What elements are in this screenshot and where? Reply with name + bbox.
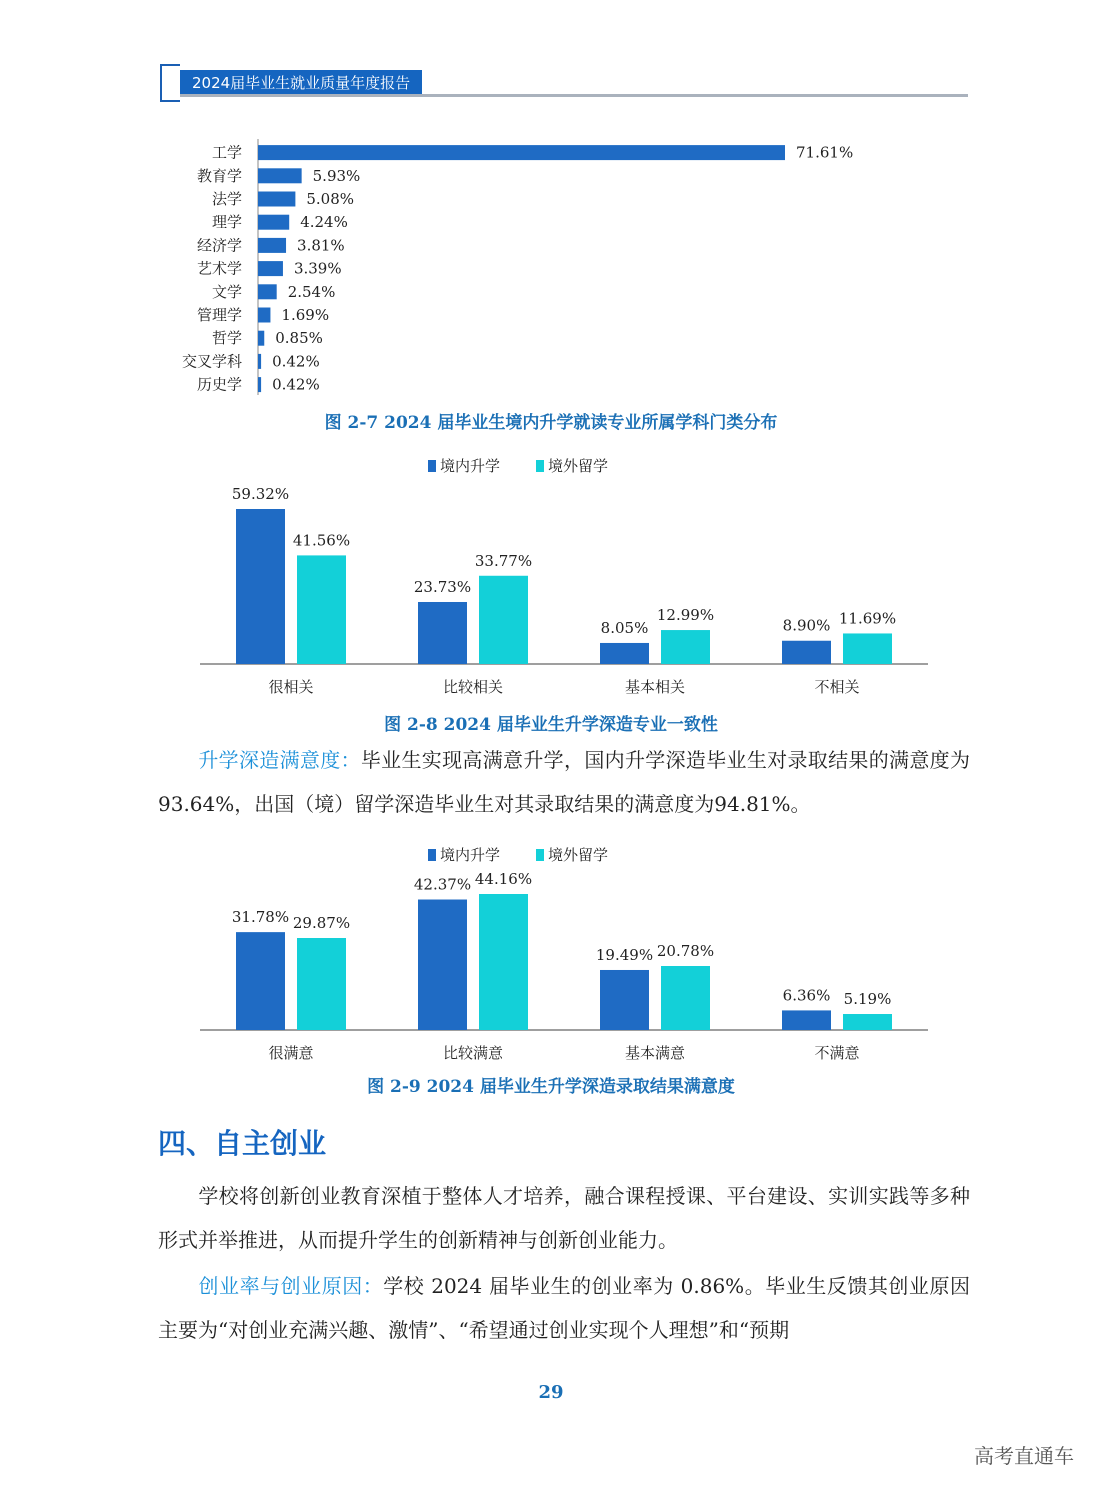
data-label: 6.36% (782, 986, 831, 1005)
data-label: 8.05% (600, 618, 649, 637)
bar (236, 509, 285, 664)
category-label: 理学 (211, 213, 242, 232)
data-label: 44.16% (474, 870, 533, 888)
legend-label: 境外留学 (548, 457, 609, 475)
header-title: 2024届毕业生就业质量年度报告 (180, 70, 422, 96)
data-label: 5.19% (843, 990, 892, 1009)
paragraph-text: 毕业生实现高满意升学，国内升学深造毕业生对录取结果的满意度为93.64%，出国（境）留学深造毕业生对其录取结果的满意度为94.81%。 (158, 748, 971, 816)
data-label: 5.08% (306, 190, 355, 208)
bar (297, 555, 346, 664)
category-label: 不满意 (814, 1044, 860, 1062)
data-label: 23.73% (413, 577, 472, 596)
watermark: 高考直通车 (974, 1444, 1074, 1468)
figure-2-9-caption: 图 2-9 2024 届毕业生升学深造录取结果满意度 (367, 1077, 735, 1097)
data-label: 12.99% (656, 606, 715, 625)
category-label: 经济学 (196, 236, 242, 255)
paragraph-entrepreneurship (158, 1264, 970, 1352)
category-label: 管理学 (196, 306, 242, 324)
data-label: 31.78% (231, 908, 290, 927)
figure-2-7-caption: 图 2-7 2024 届毕业生境内升学就读专业所属学科门类分布 (324, 413, 778, 433)
legend-swatch (536, 460, 544, 472)
bar (479, 576, 528, 664)
data-label: 3.81% (297, 236, 345, 255)
data-label: 0.42% (272, 375, 320, 394)
category-label: 艺术学 (196, 259, 242, 278)
category-label: 文学 (211, 282, 242, 301)
bar (258, 238, 286, 253)
paragraph-text: 学校将创新创业教育深植于整体人才培养，融合课程授课、平台建设、实训实践等多种形式并举推进，从而提升学生的创新精神与创新创业能力。 (158, 1184, 970, 1252)
bar (661, 966, 710, 1030)
chart-admission-satisfaction (0, 840, 1102, 1068)
category-label: 很相关 (268, 678, 314, 696)
bar (258, 168, 302, 183)
category-label: 不相关 (814, 678, 860, 696)
paragraph-lead: 创业率与创业原因： (198, 1274, 384, 1298)
bar (479, 894, 528, 1030)
legend-label: 境外留学 (548, 846, 609, 864)
data-label: 5.93% (312, 166, 361, 185)
bar (236, 932, 285, 1030)
category-label: 历史学 (196, 375, 242, 394)
category-label: 法学 (211, 190, 242, 208)
bar (843, 633, 892, 664)
category-label: 很满意 (268, 1044, 314, 1062)
section-title: 四、自主创业 (158, 1127, 327, 1160)
data-label: 20.78% (656, 942, 715, 961)
header-rule (180, 94, 968, 97)
bar (258, 377, 261, 392)
data-label: 59.32% (231, 485, 290, 503)
bar (418, 900, 467, 1030)
category-label: 交叉学科 (181, 352, 242, 371)
data-label: 42.37% (413, 875, 472, 894)
bar (600, 643, 649, 664)
data-label: 4.24% (300, 213, 348, 232)
legend-label: 境内升学 (440, 846, 501, 864)
data-label: 29.87% (292, 914, 351, 933)
data-label: 33.77% (474, 551, 533, 570)
header-frame (160, 64, 180, 102)
legend-label: 境内升学 (440, 457, 501, 475)
bar (258, 192, 295, 207)
data-label: 3.39% (293, 259, 342, 278)
category-label: 比较满意 (442, 1044, 504, 1062)
bar (782, 641, 831, 664)
bar (258, 215, 289, 230)
category-label: 基本相关 (624, 678, 686, 696)
data-label: 71.61% (796, 143, 854, 162)
bar (297, 938, 346, 1030)
category-label: 比较相关 (442, 678, 504, 696)
category-label: 基本满意 (624, 1044, 686, 1062)
legend-swatch (428, 849, 436, 861)
data-label: 1.69% (281, 306, 330, 324)
data-label: 11.69% (838, 609, 897, 628)
category-label: 哲学 (211, 329, 242, 348)
bar (600, 970, 649, 1030)
paragraph-lead: 升学深造满意度： (198, 748, 361, 772)
bar (843, 1014, 892, 1030)
chart-subject-distribution (0, 135, 1102, 400)
category-label: 工学 (211, 143, 242, 162)
data-label: 19.49% (595, 945, 654, 964)
bar (258, 308, 270, 323)
bar (418, 602, 467, 664)
data-label: 41.56% (292, 531, 351, 550)
page-number: 29 (538, 1382, 564, 1403)
paragraph-satisfaction (158, 738, 970, 826)
data-label: 8.90% (782, 616, 831, 635)
bar (258, 354, 261, 369)
bar (258, 284, 277, 299)
category-label: 教育学 (196, 166, 242, 185)
paragraph-text: 学校 2024 届毕业生的创业率为 0.86%。毕业生反馈其创业原因主要为“对创业充满兴趣、激情”、“希望通过创业实现个人理想”和“预期 (158, 1274, 970, 1342)
page-header (160, 64, 968, 102)
legend-swatch (428, 460, 436, 472)
bar (661, 630, 710, 664)
data-label: 0.42% (272, 352, 320, 371)
data-label: 2.54% (287, 282, 336, 301)
bar (258, 145, 785, 160)
bar (258, 261, 283, 276)
paragraph-innovation (158, 1174, 970, 1262)
legend-swatch (536, 849, 544, 861)
bar (782, 1010, 831, 1030)
bar (258, 331, 264, 346)
chart-major-consistency (0, 450, 1102, 702)
data-label: 0.85% (275, 329, 323, 348)
figure-2-8-caption: 图 2-8 2024 届毕业生升学深造专业一致性 (384, 715, 718, 735)
